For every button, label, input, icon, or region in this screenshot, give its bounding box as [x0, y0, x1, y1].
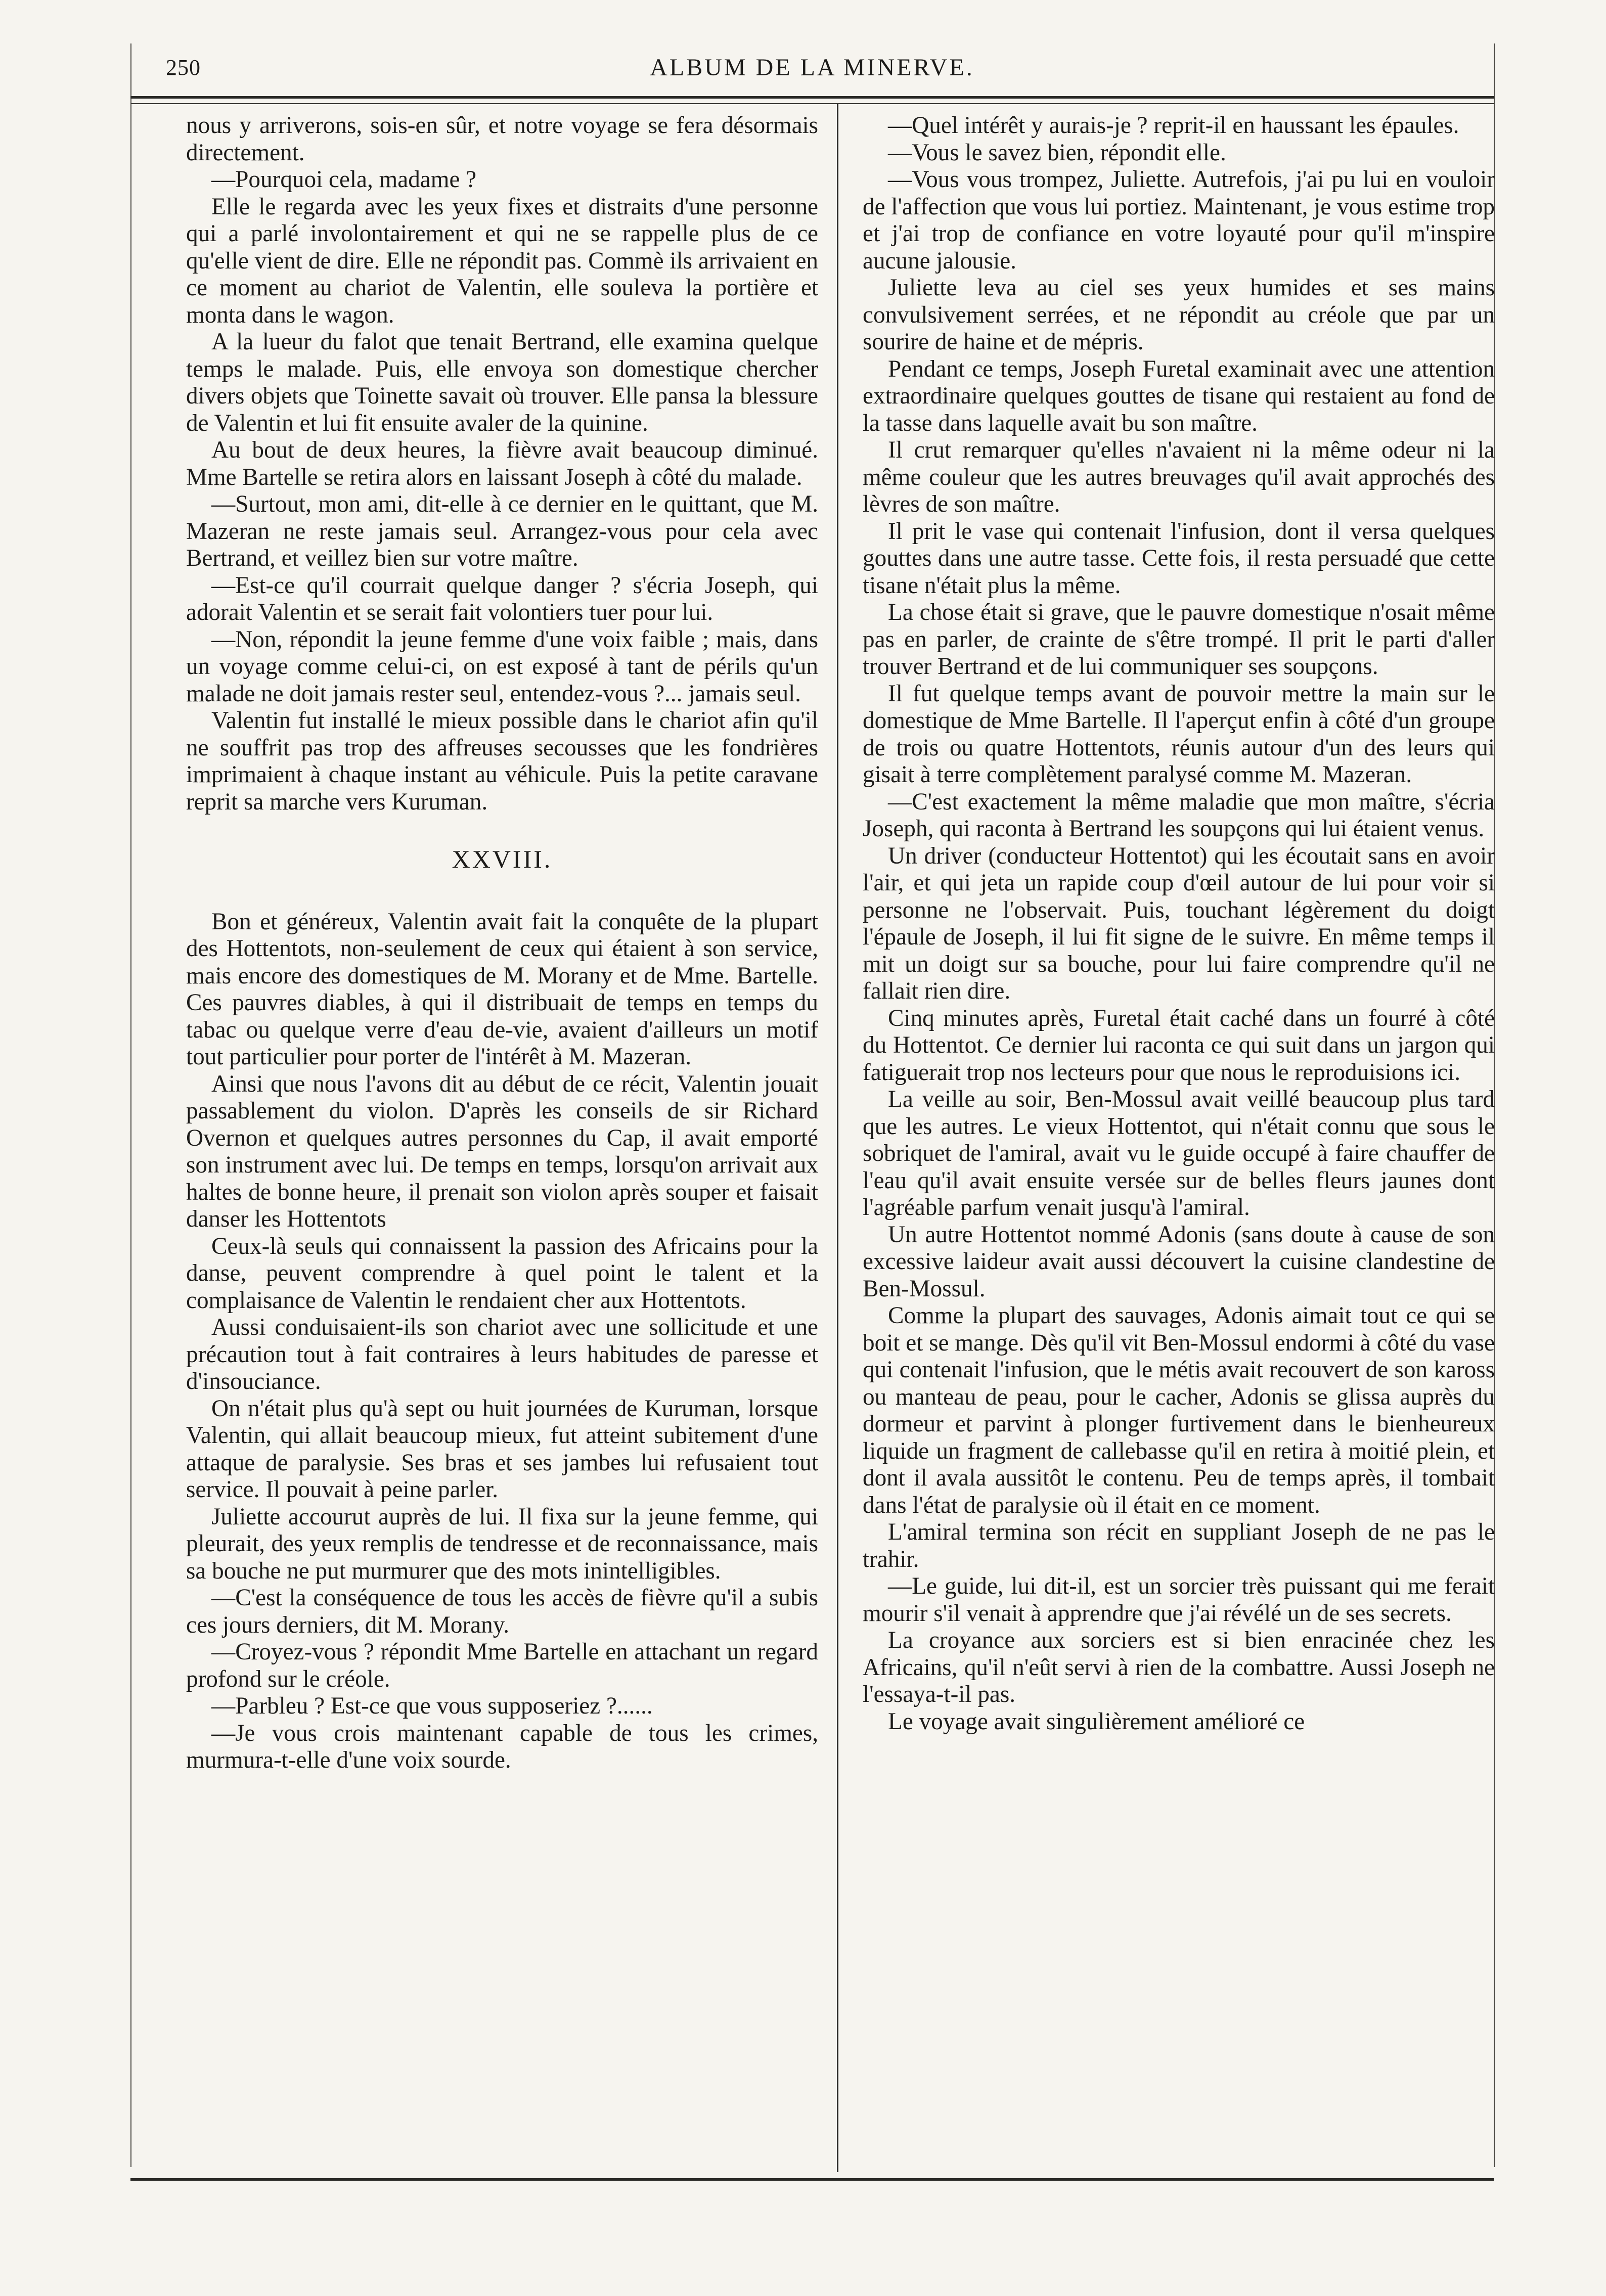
- paragraph: La chose était si grave, que le pauvre domestique n'osait même pas en parler, de crainte de s'être trompé. Il prit le parti d'aller trouver Bertrand et de lui communiquer ses soupçons.: [863, 599, 1495, 680]
- right-column: [863, 112, 1495, 2135]
- paragraph: Pendant ce temps, Joseph Furetal examinait avec une attention extraordinaire quelques gouttes de tisane qui restaient au fond de la tasse dans laquelle avait bu son maître.: [863, 355, 1495, 436]
- left-column: [186, 112, 818, 2135]
- paragraph: Comme la plupart des sauvages, Adonis aimait tout ce qui se boit et se mange. Dès qu'il vit Ben-Mossul endormi à côté du vase qui contenait l'infusion, que le métis avait recouvert de son kaross ou manteau de peau, pour le cacher, Adonis se glissa auprès du dormeur et parvint à plonger furtivement dans le bienheureux liquide un fragment de callebasse qu'il en retira à moitié plein, et dont il avala aussitôt le contenu. Peu de temps après, il tombait dans l'état de paralysie où il était en ce moment.: [863, 1302, 1495, 1518]
- paragraph: —Vous vous trompez, Juliette. Autrefois, j'ai pu lui en vouloir de l'affection que vous lui portiez. Maintenant, je vous estime trop et j'ai trop de confiance en votre loyauté pour qu'il m'inspire aucune jalousie.: [863, 166, 1495, 274]
- paragraph: Cinq minutes après, Furetal était caché dans un fourré à côté du Hottentot. Ce dernier lui raconta ce qui suit dans un jargon qui fatiguerait trop nos lecteurs pour que nous le reproduisions ici.: [863, 1005, 1495, 1086]
- paragraph: Juliette accourut auprès de lui. Il fixa sur la jeune femme, qui pleurait, des yeux remplis de tendresse et de reconnaissance, mais sa bouche ne put murmurer que des mots inintelligibles.: [186, 1503, 818, 1584]
- paragraph: Il crut remarquer qu'elles n'avaient ni la même odeur ni la même couleur que les autres breuvages qu'il avait approchés des lèvres de son maître.: [863, 437, 1495, 517]
- paragraph: —C'est la conséquence de tous les accès de fièvre qu'il a subis ces jours derniers, dit M. Morany.: [186, 1585, 818, 1638]
- paragraph: —Croyez-vous ? répondit Mme Bartelle en attachant un regard profond sur le créole.: [186, 1639, 818, 1692]
- paragraph: A la lueur du falot que tenait Bertrand, elle examina quelque temps le malade. Puis, elle envoya son domestique chercher divers objets que Toinette savait où trouver. Elle pansa la blessure de Valentin et lui fit ensuite avaler de la quinine.: [186, 329, 818, 436]
- paragraph: L'amiral termina son récit en suppliant Joseph de ne pas le trahir.: [863, 1519, 1495, 1572]
- paragraph: Ceux-là seuls qui connaissent la passion des Africains pour la danse, peuvent comprendre à quel point le talent et la complaisance de Valentin le rendaient cher aux Hottentots.: [186, 1233, 818, 1314]
- paragraph: Un driver (conducteur Hottentot) qui les écoutait sans en avoir l'air, et qui jeta un rapide coup d'œil autour de lui pour voir si personne ne l'observait. Puis, touchant légèrement du doigt l'épaule de Joseph, il lui fit signe de le suivre. En même temps il mit un doigt sur sa bouche, pour lui faire comprendre qu'il ne fallait rien dire.: [863, 842, 1495, 1004]
- paragraph: La veille au soir, Ben-Mossul avait veillé beaucoup plus tard que les autres. Le vieux Hottentot, qui n'était connu que sous le sobriquet de l'amiral, avait vu le guide occupé à faire chauffer de l'eau qu'il avait ensuite versée sur de belles fleurs jaunes dont l'agréable parfum venait jusqu'à l'amiral.: [863, 1086, 1495, 1221]
- paragraph: Ainsi que nous l'avons dit au début de ce récit, Valentin jouait passablement du violon. D'après les conseils de sir Richard Overnon et quelques autres personnes du Cap, il avait emporté son instrument avec lui. De temps en temps, lorsqu'on arrivait aux haltes de bonne heure, il prenait son violon après souper et faisait danser les Hottentots: [186, 1070, 818, 1232]
- paragraph: Il fut quelque temps avant de pouvoir mettre la main sur le domestique de Mme Bartelle. Il l'aperçut enfin à côté d'un groupe de trois ou quatre Hottentots, réunis autour d'un des leurs qui gisait à terre complètement paralysé comme M. Mazeran.: [863, 680, 1495, 788]
- paragraph: Valentin fut installé le mieux possible dans le chariot afin qu'il ne souffrit pas trop des affreuses secousses que les fondrières imprimaient à chaque instant au véhicule. Puis la petite caravane reprit sa marche vers Kuruman.: [186, 707, 818, 815]
- column-divider: [837, 104, 838, 2172]
- paragraph: Bon et généreux, Valentin avait fait la conquête de la plupart des Hottentots, non-seulement de ceux qui étaient à son service, mais encore des domestiques de M. Morany et de Mme. Bartelle. Ces pauvres diables, à qui il distribuait de temps en temps du tabac ou quelque verre d'eau de-vie, avaient d'ailleurs un motif tout particulier pour porter de l'intérêt à M. Mazeran.: [186, 908, 818, 1070]
- footer-rule: [130, 2178, 1494, 2181]
- header-rule: [130, 103, 1494, 104]
- paragraph: nous y arriverons, sois-en sûr, et notre voyage se fera désormais directement.: [186, 112, 818, 166]
- paragraph: Juliette leva au ciel ses yeux humides et ses mains convulsivement serrées, et ne répondit au créole que par un sourire de haine et de mépris.: [863, 275, 1495, 355]
- paragraph: Le voyage avait singulièrement amélioré ce: [888, 1708, 1305, 1735]
- paragraph: —Surtout, mon ami, dit-elle à ce dernier en le quittant, que M. Mazeran ne reste jamais seul. Arrangez-vous pour cela avec Bertrand, et veillez bien sur votre maître.: [186, 491, 818, 571]
- paragraph: —Le guide, lui dit-il, est un sorcier très puissant qui me ferait mourir s'il venait à apprendre que j'ai révélé un de ses secrets.: [863, 1573, 1495, 1627]
- paragraph: Elle le regarda avec les yeux fixes et distraits d'une personne qui a parlé involontairement et qui ne se rappelle plus de ce qu'elle vient de dire. Elle ne répondit pas. Commè ils arrivaient en ce moment au chariot de Valentin, elle souleva la portière et monta dans le wagon.: [186, 193, 818, 328]
- paragraph: Il prit le vase qui contenait l'infusion, dont il versa quelques gouttes dans une autre tasse. Cette fois, il resta persuadé que cette tisane n'était plus la même.: [863, 518, 1495, 599]
- paragraph: —Parbleu ? Est-ce que vous supposeriez ?......: [211, 1693, 653, 1719]
- newspaper-page: [130, 43, 1494, 2167]
- paragraph: Aussi conduisaient-ils son chariot avec une sollicitude et une précaution tout à fait contraires à leurs habitudes de paresse et d'insouciance.: [186, 1314, 818, 1394]
- paragraph: Un autre Hottentot nommé Adonis (sans doute à cause de son excessive laideur avait aussi découvert la cuisine clandestine de Ben-Mossul.: [863, 1221, 1495, 1302]
- running-title: ALBUM DE LA MINERVE.: [650, 54, 974, 81]
- paragraph: —Je vous crois maintenant capable de tous les crimes, murmura-t-elle d'une voix sourde.: [186, 1720, 818, 1773]
- paragraph: —Est-ce qu'il courrait quelque danger ? s'écria Joseph, qui adorait Valentin et se serait fait volontiers tuer pour lui.: [186, 572, 818, 625]
- paragraph: —Pourquoi cela, madame ?: [211, 166, 477, 193]
- paragraph: —Non, répondit la jeune femme d'une voix faible ; mais, dans un voyage comme celui-ci, on est exposé à tant de périls qu'un malade ne doit jamais rester seul, entendez-vous ?... jamais seul.: [186, 626, 818, 707]
- page-header: [130, 43, 1494, 99]
- paragraph: La croyance aux sorciers est si bien enracinée chez les Africains, qu'il n'eût servi à rien de la combattre. Aussi Joseph ne l'essaya-t-il pas.: [863, 1627, 1495, 1707]
- chapter-heading: XXVIII.: [452, 845, 553, 873]
- paragraph: —C'est exactement la même maladie que mon maître, s'écria Joseph, qui raconta à Bertrand les soupçons qui lui étaient venus.: [863, 788, 1495, 842]
- paragraph: On n'était plus qu'à sept ou huit journées de Kuruman, lorsque Valentin, qui allait beaucoup mieux, fut atteint subitement d'une attaque de paralysie. Ses bras et ses jambes lui refusaient tout service. Il pouvait à peine parler.: [186, 1395, 818, 1503]
- paragraph: Au bout de deux heures, la fièvre avait beaucoup diminué. Mme Bartelle se retira alors en laissant Joseph à côté du malade.: [186, 437, 818, 490]
- page-number: 250: [166, 55, 201, 80]
- paragraph: —Quel intérêt y aurais-je ? reprit-il en haussant les épaules.: [888, 112, 1459, 139]
- paragraph: —Vous le savez bien, répondit elle.: [888, 139, 1226, 166]
